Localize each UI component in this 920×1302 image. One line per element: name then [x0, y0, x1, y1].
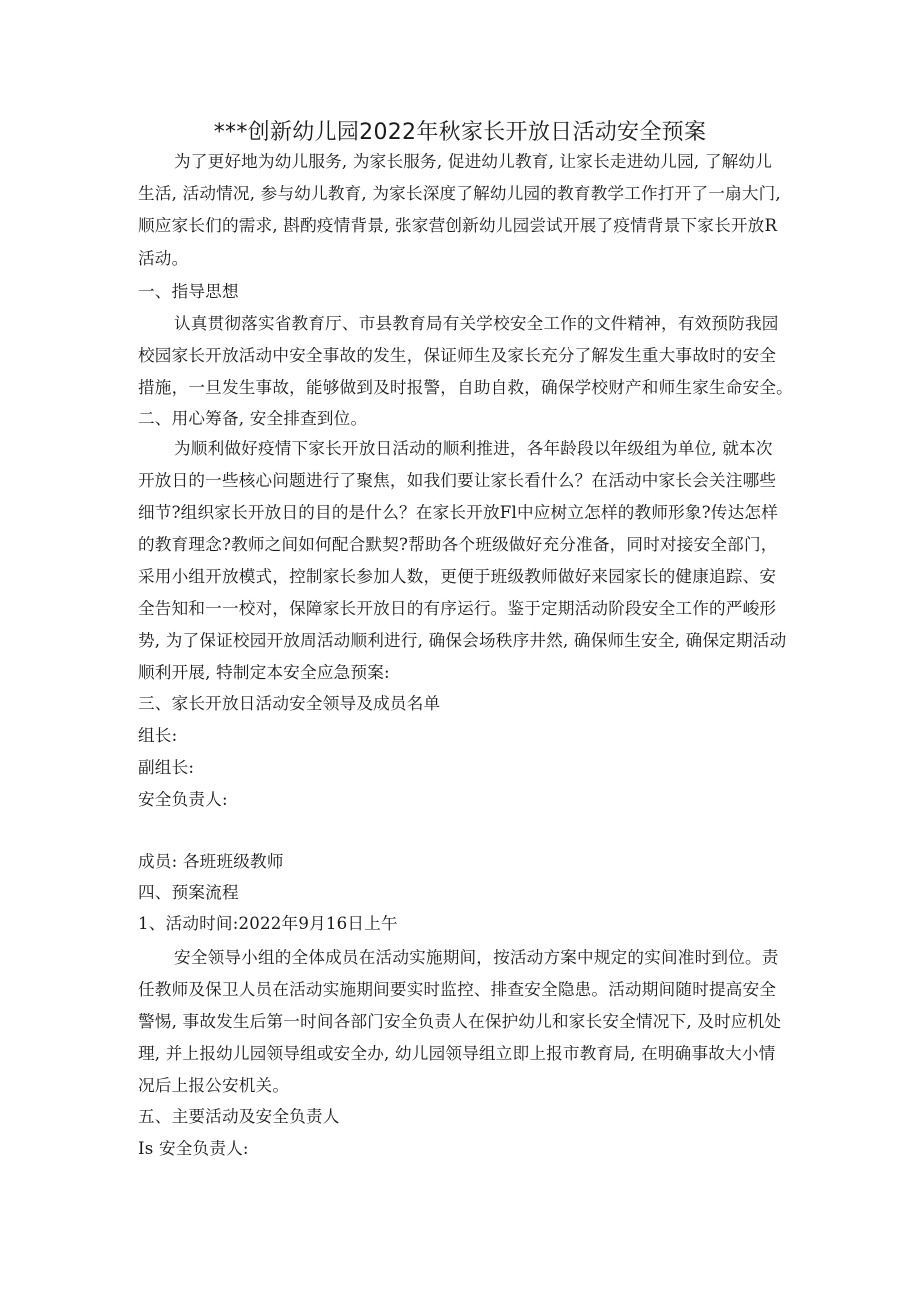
section2-line-4: 的教育理念?教师之间如何配合默契?帮助各个班级做好充分准备，同时对接安全部门，	[138, 535, 778, 554]
section2-heading: 二、用心筹备, 安全排查到位。	[138, 409, 368, 428]
section3-heading: 三、家长开放日活动安全领导及成员名单	[138, 694, 441, 713]
section1-heading: 一、指导思想	[138, 282, 239, 301]
intro-line-2: 生活, 活动情况, 参与幼儿教育, 为家长深度了解幼儿园的教育教学工作打开了一扇大门,	[138, 184, 781, 203]
section4-line-2: 任教师及保卫人员在活动实施期间要实时监控、排查安全隐患。活动期间随时提高安全	[138, 980, 777, 999]
section1-line-1: 认真贯彻落实省教育厅、市县教育局有关学校安全工作的文件精神，有效预防我园	[174, 314, 779, 333]
section2-line-1: 为顺利做好疫情下家长开放日活动的顺利推进，各年龄段以年级组为单位, 就本次	[174, 439, 773, 458]
section5-item-1: Is 安全负责人:	[138, 1139, 249, 1158]
section2-line-2: 开放日的一些核心问题进行了聚焦，如我们要让家长看什么？在活动中家长会关注哪些	[138, 471, 777, 490]
section2-line-8: 顺利开展, 特制定本安全应急预案:	[138, 663, 390, 682]
safety-officer-label: 安全负责人:	[138, 790, 228, 809]
members-label: 成员: 各班班级教师	[138, 852, 284, 871]
section4-line-3: 警惕, 事故发生后第一时间各部门安全负责人在保护幼儿和家长安全情况下, 及时应机处	[138, 1012, 782, 1031]
intro-line-4: 活动。	[138, 249, 189, 268]
section4-line-4: 理, 并上报幼儿园领导组或安全办, 幼儿园领导组立即上报市教育局, 在明确事故大小情	[138, 1044, 776, 1063]
section2-line-5: 采用小组开放模式，控制家长参加人数，更便于班级教师做好来园家长的健康追踪、安	[138, 567, 777, 586]
vice-leader-label: 副组长:	[138, 758, 195, 777]
intro-line-1: 为了更好地为幼儿服务, 为家长服务, 促进幼儿教育, 让家长走进幼儿园, 了解幼儿	[174, 152, 772, 171]
document-title: ***创新幼儿园2022年秋家长开放日活动安全预案	[213, 120, 707, 145]
section1-line-3: 措施，一旦发生事故，能够做到及时报警，自助自救，确保学校财产和师生家生命安全。	[138, 378, 793, 397]
activity-time: 1、活动时间:2022年9月16日上午	[138, 914, 398, 933]
intro-line-3: 顺应家长们的需求, 斟酌疫情背景, 张家营创新幼儿园尝试开展了疫情背景下家长开放R	[138, 216, 778, 235]
section4-heading: 四、预案流程	[138, 883, 239, 902]
section2-line-3: 细节?组织家长开放日的目的是什么？在家长开放Fl中应树立怎样的教师形象?传达怎样	[138, 503, 778, 522]
section4-line-1: 安全领导小组的全体成员在活动实施期间，按活动方案中规定的实间准时到位。责	[174, 948, 779, 967]
section1-line-2: 校园家长开放活动中安全事故的发生，保证师生及家长充分了解发生重大事故时的安全	[138, 346, 777, 365]
section2-line-6: 全告知和一一校对，保障家长开放日的有序运行。鉴于定期活动阶段安全工作的严峻形	[138, 599, 777, 618]
leader-label: 组长:	[138, 726, 178, 745]
section5-heading: 五、主要活动及安全负责人	[138, 1107, 340, 1126]
section2-line-7: 势, 为了保证校园开放周活动顺利进行, 确保会场秩序井然, 确保师生安全, 确保定期活动	[138, 631, 787, 650]
section4-line-5: 况后上报公安机关。	[138, 1076, 290, 1095]
